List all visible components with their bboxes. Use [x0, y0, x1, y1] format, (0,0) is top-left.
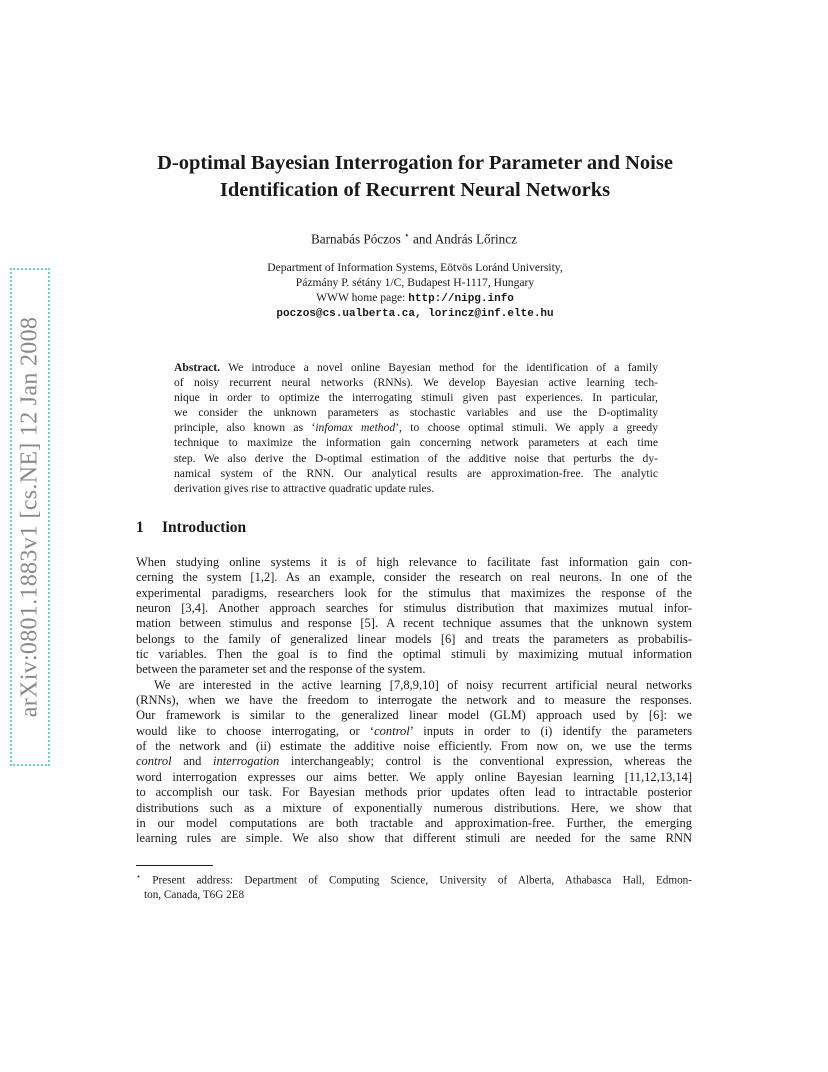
control-term: control — [136, 754, 172, 769]
paragraph-line: tic variables. Then the goal is to find the optimal stimuli by maximizing mutual information — [136, 647, 692, 662]
paragraph-line: distributions such as a mixture of exponentially numerous distributions. Here, we show that — [136, 800, 692, 815]
paragraph-line: neuron [3,4]. Another approach searches for stimulus distribution that maximizes mutual infor- — [136, 601, 692, 616]
author-connector: and — [409, 231, 435, 247]
paragraph-line: word interrogation expresses our aims better. We apply online Bayesian learning [11,12,13,14] — [136, 769, 692, 784]
paragraph-line: experimental paradigms, researchers look for the stimulus that maximizes the response of the — [136, 585, 692, 600]
abstract-line: technique to maximize the information gain concerning network parameters at each time — [174, 436, 658, 450]
paragraph-line: belongs to the family of generalized linear models [6] and treats the parameters as probabilis- — [136, 631, 692, 646]
introduction-body — [136, 555, 692, 847]
paragraph-2 — [136, 678, 692, 847]
paragraph-line: to accomplish our task. For Bayesian methods prior updates often lead to intractable posterior — [136, 785, 692, 800]
section-heading — [136, 519, 246, 537]
author-emails[interactable]: poczos@cs.ualberta.ca, lorincz@inf.elte.hu — [276, 308, 554, 320]
section-title: Introduction — [162, 519, 247, 536]
paragraph-line: Our framework is similar to the generalized linear model (GLM) approach used by [6]: we — [136, 708, 692, 723]
arxiv-identifier: arXiv:0801.1883v1 [cs.NE] 12 Jan 2008 — [16, 316, 43, 718]
paragraph-line: learning rules are simple. We also show that different stimuli are needed for the same RNN — [136, 831, 692, 846]
homepage-label: WWW home page: — [316, 291, 409, 304]
abstract-line: step. We also derive the D-optimal estimation of the additive noise that perturbs the dy- — [174, 451, 658, 465]
footnote — [136, 870, 692, 902]
footnote-marker: ⋆ — [404, 230, 410, 240]
footnote-divider — [136, 865, 213, 866]
footnote-line: ⋆ Present address: Department of Computing Science, University of Alberta, Athabasca Hall, Edmon- — [136, 872, 692, 887]
abstract-line: derivation gives rise to attractive quadratic update rules. — [174, 481, 435, 495]
paragraph-line: between the parameter set and the response of the system. — [136, 662, 426, 677]
abstract-line: nique in order to optimize the interrogating stimuli given past experiences. In particular, — [174, 391, 658, 405]
affiliation-homepage — [120, 290, 710, 307]
affiliation-address: Pázmány P. sétány 1/C, Budapest H-1117, Hungary — [295, 276, 535, 289]
abstract-label: Abstract. — [174, 361, 221, 374]
footnote-line: ton, Canada, T6G 2E8 — [144, 888, 245, 901]
affiliation-department: Department of Information Systems, Eötvös Loránd University, — [267, 261, 563, 274]
abstract-line: namical system of the RNN. Our analytical results are approximation-free. The analytic — [174, 466, 658, 480]
section-number: 1 — [136, 519, 144, 536]
author-list — [0, 230, 828, 247]
footnote-marker: ⋆ — [136, 872, 142, 881]
abstract-line: we consider the unknown parameters as stochastic variables and use the D-optimality — [174, 406, 658, 420]
abstract-line: principle, also known as ‘infomax method’, to choose optimal stimuli. We apply a greedy — [174, 421, 659, 435]
paragraph-line: mation between stimulus and response [5]. A recent technique assumes that the unknown system — [136, 616, 692, 631]
author-2: András Lőrincz — [434, 231, 517, 247]
affiliation — [120, 260, 710, 322]
abstract — [174, 360, 658, 496]
interrogation-term: interrogation — [212, 754, 280, 769]
paragraph-line: When studying online systems it is of high relevance to facilitate fast information gain con- — [136, 555, 692, 569]
paragraph-line: would like to choose interrogating, or ‘control’ inputs in order to (i) identify the parameters — [136, 723, 692, 738]
control-term: control — [374, 723, 410, 738]
title-line-1: D-optimal Bayesian Interrogation for Parameter and Noise — [157, 152, 673, 174]
paragraph-line: We are interested in the active learning [7,8,9,10] of noisy recurrent artificial neural networks — [154, 677, 692, 692]
paragraph-line: (RNNs), when we have the freedom to interrogate the network and to measure the responses. — [136, 693, 692, 708]
paragraph-1 — [136, 555, 692, 678]
author-1: Barnabás Póczos — [311, 231, 401, 247]
homepage-link[interactable]: http://nipg.info — [408, 293, 514, 305]
infomax-term: infomax method — [315, 421, 396, 435]
arxiv-side-stamp — [10, 268, 50, 766]
paragraph-line: control and interrogation interchangeably; control is the conventional expression, whereas the — [136, 754, 692, 769]
paragraph-line: in our model computations are both tractable and approximation-free. Further, the emerging — [136, 815, 692, 830]
paragraph-line: cerning the system [1,2]. As an example, consider the research on real neurons. In one of the — [136, 570, 692, 585]
paper-title — [120, 150, 710, 204]
paragraph-line: of the network and (ii) estimate the additive noise efficiently. From now on, we use the terms — [136, 739, 692, 754]
abstract-line: of noisy recurrent neural networks (RNNs). We develop Bayesian active learning tech- — [174, 376, 658, 390]
abstract-line: Abstract. We introduce a novel online Bayesian method for the identification of a family — [174, 361, 658, 374]
title-line-2: Identification of Recurrent Neural Networks — [219, 179, 611, 201]
